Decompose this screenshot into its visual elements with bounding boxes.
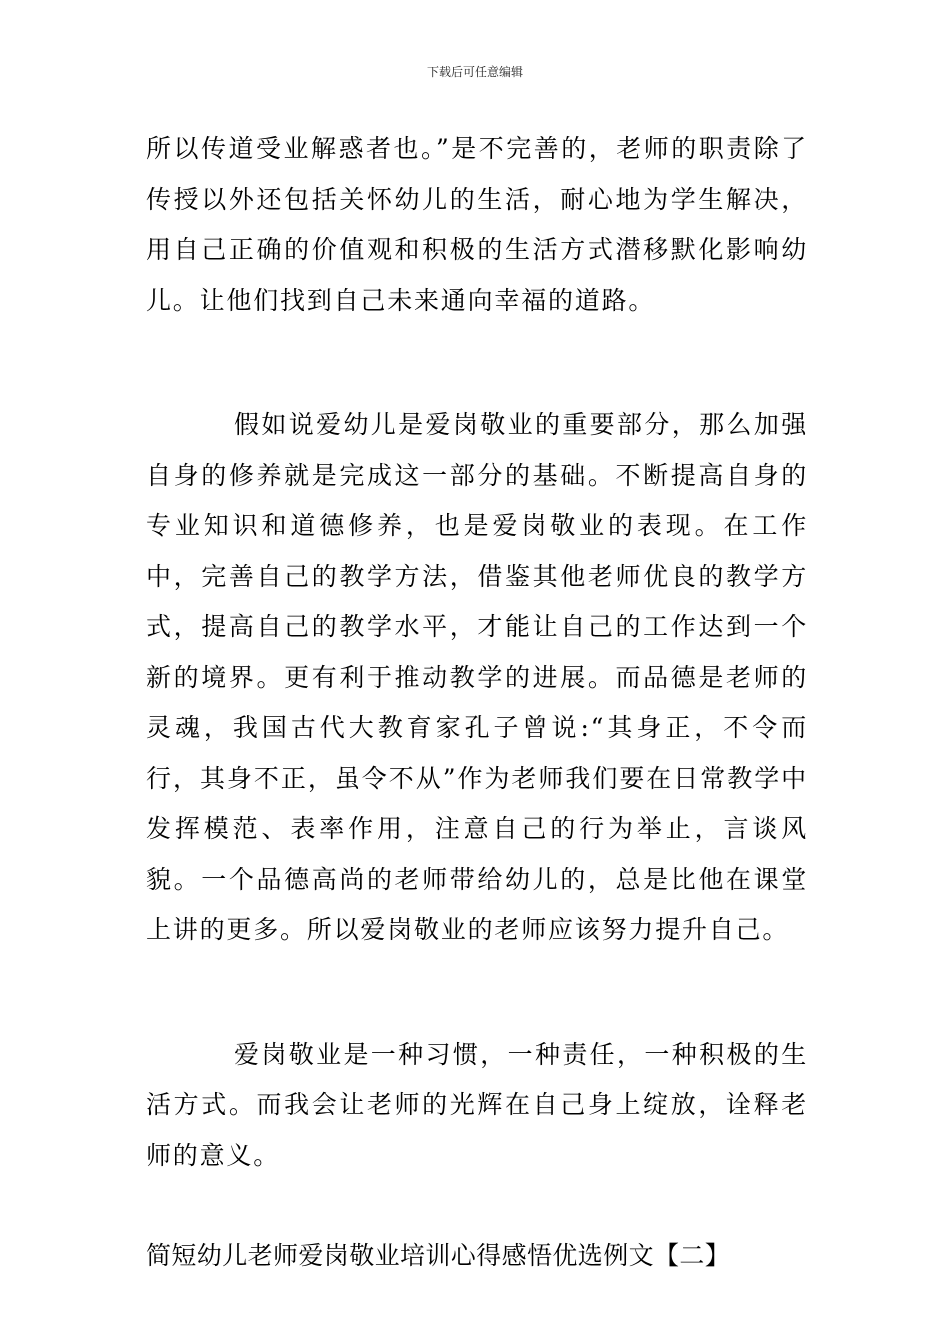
paragraph-2: 假如说爱幼儿是爱岗敬业的重要部分，那么加强自身的修养就是完成这一部分的基础。不断提高自身的专业知识和道德修养，也是爱岗敬业的表现。在工作中，完善自己的教学方法，借鉴其他老师优良的教学方式，提高自己的教学水平，才能让自己的工作达到一个新的境界。更有利于推动教学的进展。而品德是老师的灵魂，我国古代大教育家孔子曾说:“其身正，不令而行，其身不正，虽令不从”作为老师我们要在日常教学中发挥模范、表率作用，注意自己的行为举止，言谈风貌。一个品德高尚的老师带给幼儿的，总是比他在课堂上讲的更多。所以爱岗敬业的老师应该努力提升自己。: [146, 410, 808, 944]
paragraph-spacer: [146, 956, 808, 1030]
paragraph-spacer: [146, 326, 808, 400]
page-header-note: 下载后可任意编辑: [426, 65, 523, 79]
section-heading: 简短幼儿老师爱岗敬业培训心得感悟优选例文【二】: [146, 1241, 731, 1270]
paragraph-3: 爱岗敬业是一种习惯，一种责任，一种积极的生活方式。而我会让老师的光辉在自己身上绽放，诠释老师的意义。: [146, 1039, 808, 1170]
paragraph-1: 所以传道受业解惑者也。”是不完善的，老师的职责除了传授以外还包括关怀幼儿的生活，耐心地为学生解决，用自己正确的价值观和积极的生活方式潜移默化影响幼儿。让他们找到自己未来通向幸福的道路。: [146, 134, 808, 315]
document-body: [146, 124, 808, 1281]
paragraph-spacer: [146, 1181, 808, 1231]
